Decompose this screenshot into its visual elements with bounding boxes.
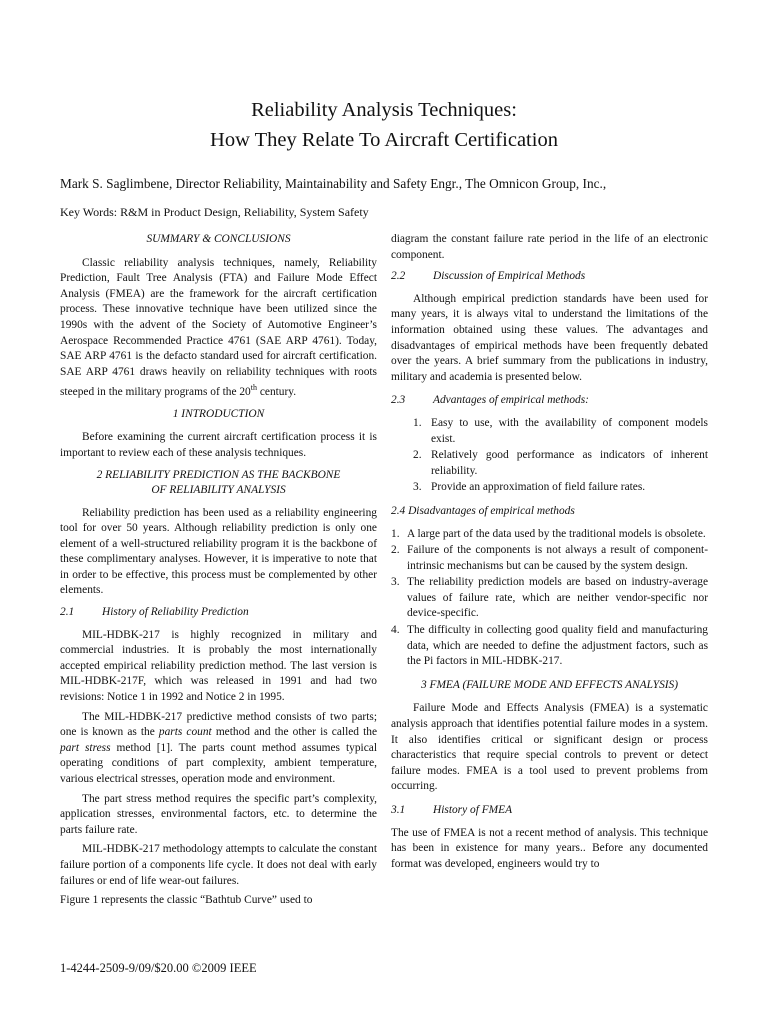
section-number: 3.1 — [391, 804, 406, 816]
section-title: Discussion of Empirical Methods — [433, 270, 586, 283]
list-item: 2. Relatively good performance as indicators of inherent reliability. — [413, 449, 708, 477]
paper-title-line-2: How They Relate To Aircraft Certification — [210, 129, 558, 151]
section-2-1-heading — [60, 605, 377, 621]
list-item: 1. A large part of the data used by the traditional models is obsolete. — [391, 527, 706, 540]
section-number: 2.3 — [391, 394, 406, 407]
advantages-list — [391, 416, 708, 496]
list-item: 3. Provide an approximation of field failure rates. — [413, 481, 646, 494]
disadvantages-list — [391, 527, 708, 670]
list-item: 2. Failure of the components is not always a result of component-intrinsic mechanisms but can be caused by the system design. — [391, 544, 708, 572]
paragraph-figure-reference: Figure 1 represents the classic “Bathtub Curve” used to — [60, 894, 313, 907]
paper-title-line-1: Reliability Analysis Techniques: — [251, 99, 517, 121]
keywords-line: Key Words: R&M in Product Design, Reliability, System Safety — [60, 205, 369, 219]
right-column — [391, 232, 708, 876]
section-3-heading: 3 FMEA (FAILURE MODE AND EFFECTS ANALYSIS) — [420, 678, 679, 691]
introduction-paragraph: Before examining the current aircraft certification process it is important to review each of these analysis techniques. — [60, 431, 377, 459]
list-item: 4. The difficulty in collecting good quality field and manufacturing data, which are needed to define the adjustment factors, such as the Pi factors in MIL-HDBK-217. — [391, 624, 708, 668]
introduction-heading: 1 INTRODUCTION — [172, 407, 265, 420]
summary-paragraph: Classic reliability analysis techniques, namely, Reliability Prediction, Fault Tree Analysis (FTA) and Failure Mode Effect Analysis (FMEA) are the framework for the aircraft certification process. These innovative technique have been utilized since the 1990s with the advent of the Society of Automotive Engineer’s Aerospace Recommended Practice 4761 (SAE ARP 4761). Today, SAE ARP 4761 is the defacto standard used for aircraft certification. SAE ARP 4761 draws heavily on reliability techniques with roots steeped in the military programs of the 20th century. — [60, 256, 377, 399]
paragraph-predictive-method: The MIL-HDBK-217 predictive method consists of two parts; one is known as the parts count method and the other is called the part stress method [1]. The parts count method assumes typical operating conditions of part complexity, ambient temperature, various electrical stresses, operation mode and environment. — [60, 710, 377, 786]
section-2-3-heading — [391, 393, 708, 409]
summary-heading: SUMMARY & CONCLUSIONS — [146, 233, 291, 245]
section-number: 2.2 — [391, 270, 406, 283]
list-item: 3. The reliability prediction models are based on industry-average values of failure rate, which are neither vendor-specific nor device-specific. — [391, 576, 708, 620]
section-2-4-heading: 2.4 Disadvantages of empirical methods — [391, 504, 575, 517]
section-3-paragraph: Failure Mode and Effects Analysis (FMEA) is a systematic analysis approach that identifies potential failure modes in a system. It also identifies critical or significant design or process characteristics that require special controls to prevent or detect failure modes. FMEA is a tool used to prevent problems from occurring. — [391, 702, 708, 793]
paragraph-mil-hdbk-intro: MIL-HDBK-217 is highly recognized in military and commercial industries. It is probably the most internationally accepted empirical reliability prediction method. The last version is MIL-HDBK-217F, which was released in 1991 and had two revisions: Notice 1 in 1992 and Notice 2 in 1995. — [60, 628, 377, 704]
section-2-2-heading — [391, 269, 708, 285]
section-3-1-paragraph: The use of FMEA is not a recent method of analysis. This technique has been in existence for many years.. Before any documented format was developed, engineers would try to — [391, 826, 708, 870]
section-3-1-heading — [391, 803, 708, 819]
list-item: 1. Easy to use, with the availability of component models exist. — [413, 416, 708, 445]
copyright-footer: 1-4244-2509-9/09/$20.00 ©2009 IEEE — [60, 961, 257, 975]
continuation-paragraph: diagram the constant failure rate period in the life of an electronic component. — [391, 233, 708, 261]
section-2-paragraph: Reliability prediction has been used as a reliability engineering tool for over 50 years. Although reliability prediction is only one element of a well-structured reliability program it is the backbone of these complimentary analyses. However, it is imperative to note that in order to be effective, this process must be complemented by other elements. — [60, 506, 377, 597]
section-title: History of FMEA — [433, 804, 513, 816]
section-title: Advantages of empirical methods: — [433, 394, 589, 407]
section-title: History of Reliability Prediction — [102, 606, 249, 619]
section-2-heading: 2 RELIABILITY PREDICTION AS THE BACKBONE OF RELIABILITY ANALYSIS — [96, 468, 341, 496]
section-number: 2.1 — [60, 606, 75, 619]
left-column — [60, 232, 377, 913]
paragraph-methodology: MIL-HDBK-217 methodology attempts to calculate the constant failure portion of a components life cycle. It does not deal with early failures or end of life wear-out failures. — [60, 843, 377, 887]
author-line: Mark S. Saglimbene, Director Reliability, Maintainability and Safety Engr., The Omnicon Group, Inc., — [60, 176, 607, 191]
paragraph-part-stress: The part stress method requires the specific part’s complexity, application stresses, environmental factors, etc. to determine the parts failure rate. — [60, 792, 377, 836]
section-2-2-paragraph: Although empirical prediction standards have been used for many years, it is always vital to understand the limitations of the information obtained using these values. The advantages and disadvantages of empirical methods have been frequently debated over the years. A brief summary from the publications in industry, military and academia is presented below. — [391, 292, 708, 383]
